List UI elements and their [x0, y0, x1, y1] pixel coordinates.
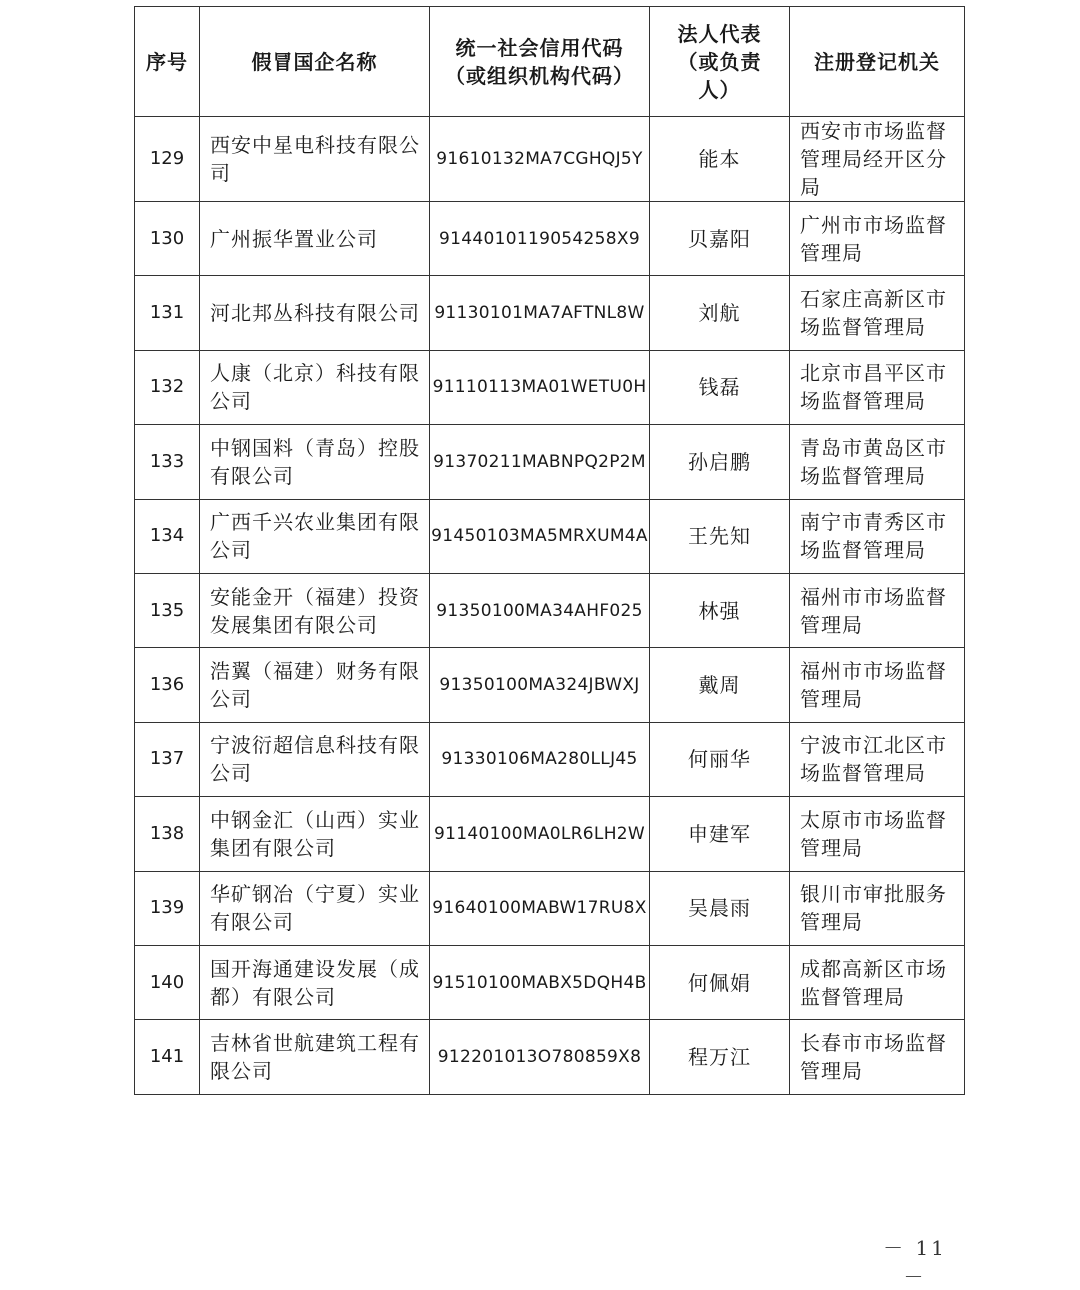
- cell-legal-rep: 王先知: [650, 499, 790, 573]
- table-row: [135, 722, 965, 796]
- table-row: [135, 202, 965, 276]
- cell-legal-rep: 林强: [650, 573, 790, 647]
- cell-legal-rep: 贝嘉阳: [650, 202, 790, 276]
- cell-credit-code: 91130101MA7AFTNL8W: [430, 276, 650, 350]
- cell-legal-rep: 吴晨雨: [650, 871, 790, 945]
- cell-registration-authority: 广州市市场监督管理局: [790, 202, 965, 276]
- header-name-line: 假冒国企名称: [251, 49, 378, 74]
- table-header-row: [135, 7, 965, 117]
- cell-legal-rep: 申建军: [650, 797, 790, 871]
- table-row: [135, 499, 965, 573]
- cell-registration-authority: 太原市市场监督管理局: [790, 797, 965, 871]
- cell-legal-rep: 何佩娟: [650, 945, 790, 1019]
- cell-no: 140: [135, 945, 200, 1019]
- cell-registration-authority: 西安市市场监督管理局经开区分局: [790, 117, 965, 202]
- cell-no: 130: [135, 202, 200, 276]
- cell-registration-authority: 青岛市黄岛区市场监督管理局: [790, 425, 965, 499]
- cell-company-name: 中钢金汇（山西）实业集团有限公司: [200, 797, 430, 871]
- cell-credit-code: 9144010119054258X9: [430, 202, 650, 276]
- cell-credit-code: 912201013O780859X8: [430, 1020, 650, 1094]
- cell-credit-code: 91140100MA0LR6LH2W: [430, 797, 650, 871]
- cell-no: 139: [135, 871, 200, 945]
- cell-no: 129: [135, 117, 200, 202]
- cell-credit-code: 91330106MA280LLJ45: [430, 722, 650, 796]
- header-no: [135, 7, 200, 117]
- cell-credit-code: 91110113MA01WETU0H: [430, 350, 650, 424]
- table-row: [135, 648, 965, 722]
- cell-credit-code: 91610132MA7CGHQJ5Y: [430, 117, 650, 202]
- cell-credit-code: 91370211MABNPQ2P2M: [430, 425, 650, 499]
- header-rep-line-1: 法人代表: [677, 21, 762, 46]
- cell-no: 133: [135, 425, 200, 499]
- cell-credit-code: 91350100MA34AHF025: [430, 573, 650, 647]
- cell-registration-authority: 福州市市场监督管理局: [790, 648, 965, 722]
- cell-credit-code: 91640100MABW17RU8X: [430, 871, 650, 945]
- header-authority: [790, 7, 965, 117]
- header-authority-line: 注册登记机关: [814, 49, 940, 74]
- cell-company-name: 华矿钢冶（宁夏）实业有限公司: [200, 871, 430, 945]
- table-row: [135, 797, 965, 871]
- cell-company-name: 吉林省世航建筑工程有限公司: [200, 1020, 430, 1094]
- cell-no: 138: [135, 797, 200, 871]
- table-row: [135, 117, 965, 202]
- cell-credit-code: 91510100MABX5DQH4B: [430, 945, 650, 1019]
- cell-company-name: 安能金开（福建）投资发展集团有限公司: [200, 573, 430, 647]
- cell-company-name: 浩翼（福建）财务有限公司: [200, 648, 430, 722]
- cell-company-name: 人康（北京）科技有限公司: [200, 350, 430, 424]
- cell-legal-rep: 程万江: [650, 1020, 790, 1094]
- cell-legal-rep: 刘航: [650, 276, 790, 350]
- cell-registration-authority: 北京市昌平区市场监督管理局: [790, 350, 965, 424]
- table-body: [135, 117, 965, 1095]
- cell-registration-authority: 福州市市场监督管理局: [790, 573, 965, 647]
- table-row: [135, 871, 965, 945]
- table-row: [135, 276, 965, 350]
- cell-company-name: 国开海通建设发展（成都）有限公司: [200, 945, 430, 1019]
- cell-no: 137: [135, 722, 200, 796]
- cell-no: 136: [135, 648, 200, 722]
- cell-company-name: 宁波衍超信息科技有限公司: [200, 722, 430, 796]
- header-code-line-1: 统一社会信用代码: [455, 35, 624, 60]
- cell-legal-rep: 何丽华: [650, 722, 790, 796]
- header-no-line: 序号: [146, 49, 188, 74]
- cell-no: 134: [135, 499, 200, 573]
- cell-no: 131: [135, 276, 200, 350]
- cell-company-name: 西安中星电科技有限公司: [200, 117, 430, 202]
- cell-company-name: 广州振华置业公司: [200, 202, 430, 276]
- cell-registration-authority: 成都高新区市场监督管理局: [790, 945, 965, 1019]
- header-rep-line-3: 人）: [698, 77, 741, 102]
- cell-credit-code: 91350100MA324JBWXJ: [430, 648, 650, 722]
- cell-company-name: 中钢国料（青岛）控股有限公司: [200, 425, 430, 499]
- header-code-line-2: （或组织机构代码）: [445, 63, 634, 88]
- cell-legal-rep: 戴周: [650, 648, 790, 722]
- cell-company-name: 河北邦丛科技有限公司: [200, 276, 430, 350]
- cell-registration-authority: 宁波市江北区市场监督管理局: [790, 722, 965, 796]
- table-row: [135, 1020, 965, 1094]
- fake-soe-table: [134, 6, 965, 1095]
- cell-no: 132: [135, 350, 200, 424]
- header-code: [430, 7, 650, 117]
- header-rep-line-2: （或负责: [677, 49, 762, 74]
- cell-no: 141: [135, 1020, 200, 1094]
- header-rep: [650, 7, 790, 117]
- cell-registration-authority: 南宁市青秀区市场监督管理局: [790, 499, 965, 573]
- cell-credit-code: 91450103MA5MRXUM4A: [430, 499, 650, 573]
- cell-legal-rep: 能本: [650, 117, 790, 202]
- cell-legal-rep: 孙启鹏: [650, 425, 790, 499]
- cell-registration-authority: 石家庄高新区市场监督管理局: [790, 276, 965, 350]
- table-row: [135, 350, 965, 424]
- cell-registration-authority: 长春市市场监督管理局: [790, 1020, 965, 1094]
- table-row: [135, 573, 965, 647]
- cell-company-name: 广西千兴农业集团有限公司: [200, 499, 430, 573]
- cell-no: 135: [135, 573, 200, 647]
- cell-legal-rep: 钱磊: [650, 350, 790, 424]
- page-number: － 11 －: [883, 1236, 947, 1289]
- header-name: [200, 7, 430, 117]
- table-row: [135, 945, 965, 1019]
- table-row: [135, 425, 965, 499]
- cell-registration-authority: 银川市审批服务管理局: [790, 871, 965, 945]
